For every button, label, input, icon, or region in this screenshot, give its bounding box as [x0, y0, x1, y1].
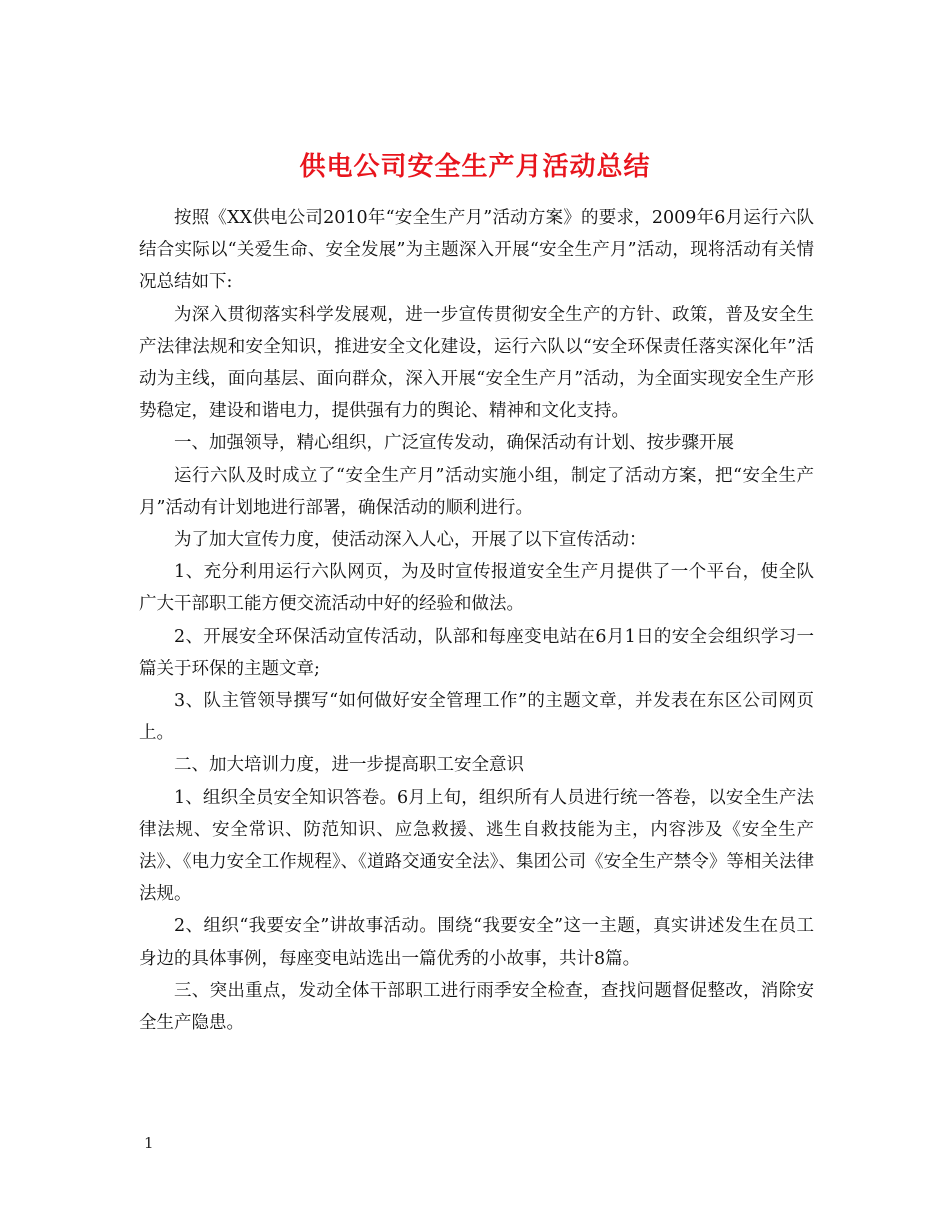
list-item: 1、组织全员安全知识答卷。6月上旬，组织所有人员进行统一答卷，以安全生产法律法规、安全常识、防范知识、应急救援、逃生自救技能为主，内容涉及《安全生产法》、《电力安全工作规程》、《道路交通安全法》、集团公司《安全生产禁令》等相关法律法规。: [139, 787, 814, 905]
document-body: [139, 202, 814, 1039]
document-title: 供电公司安全生产月活动总结: [299, 152, 651, 183]
section-heading: 三、突出重点，发动全体干部职工进行雨季安全检查，查找问题督促整改，消除安全生产隐患。: [139, 980, 814, 1034]
paragraph: 为了加大宣传力度，使活动深入人心，开展了以下宣传活动：: [174, 530, 647, 551]
list-item: 2、开展安全环保活动宣传活动，队部和每座变电站在6月1日的安全会组织学习一篇关于环保的主题文章;: [139, 626, 814, 679]
page-number: 1: [144, 1134, 154, 1152]
section-heading: 二、加大培训力度，进一步提高职工安全意识: [174, 755, 524, 776]
paragraph: 运行六队及时成立了“安全生产月”活动实施小组，制定了活动方案，把“安全生产月”活动有计划地进行部署，确保活动的顺利进行。: [139, 465, 814, 518]
list-item: 3、队主管领导撰写“如何做好安全管理工作”的主题文章，并发表在东区公司网页上。: [139, 691, 814, 744]
list-item: 2、组织“我要安全”讲故事活动。围绕“我要安全”这一主题，真实讲述发生在员工身边的具体事例，每座变电站选出一篇优秀的小故事，共计8篇。: [139, 916, 814, 969]
list-item: 1、充分利用运行六队网页，为及时宣传报道安全生产月提供了一个平台，使全队广大干部职工能方便交流活动中好的经验和做法。: [139, 562, 814, 615]
section-heading: 一、加强领导，精心组织，广泛宣传发动，确保活动有计划、按步骤开展: [174, 433, 734, 454]
paragraph: 按照《XX供电公司2010年“安全生产月”活动方案》的要求，2009年6月运行六队结合实际以“关爱生命、安全发展”为主题深入开展“安全生产月”活动，现将活动有关情况总结如下:: [139, 208, 814, 293]
paragraph: 为深入贯彻落实科学发展观，进一步宣传贯彻安全生产的方针、政策，普及安全生产法律法规和安全知识，推进安全文化建设，运行六队以“安全环保责任落实深化年”活动为主线，面向基层、面向群众，深入开展“安全生产月”活动，为全面实现安全生产形势稳定，建设和谐电力，提供强有力的舆论、精神和文化支持。: [139, 304, 814, 422]
